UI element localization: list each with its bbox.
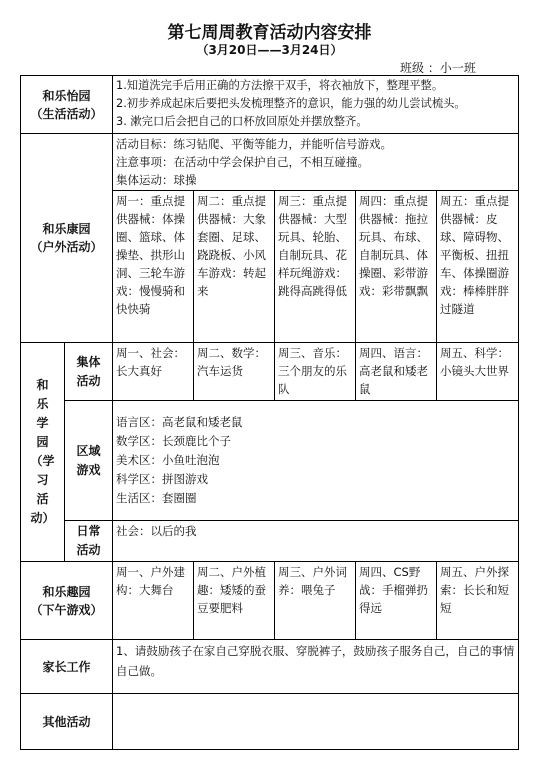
fun-day-cell: 周三、户外词养：喂兔子 <box>275 562 356 640</box>
collective-day-cell: 周二、数学：汽车运货 <box>194 343 275 401</box>
other-label: 其他活动 <box>21 694 113 750</box>
area-line: 科学区：拼图游戏 <box>116 472 209 486</box>
study-area-row <box>21 401 519 521</box>
health-info <box>113 134 519 191</box>
fun-day-cell: 周五、户外探索：长长和短短 <box>437 562 519 640</box>
collective-day-cell: 周五、科学：小镜头大世界 <box>437 343 519 401</box>
life-label: 和乐怡园 （生活活动） <box>21 76 113 134</box>
life-line: 3. 漱完口后会把自己的口杯放回原处并摆放整齐。 <box>116 115 368 128</box>
date-range: （3月20日——3月24日） <box>196 43 343 57</box>
other-row <box>21 694 519 750</box>
health-day-cell: 周三：重点提供器械：大型玩具、轮胎、自制玩具、花样玩绳游戏：跳得高跳得低 <box>275 191 356 343</box>
health-info-row <box>21 134 519 191</box>
fun-day-cell: 周一、户外建构：大舞台 <box>113 562 194 640</box>
fun-day-cell: 周四、CS野战：手榴弹扔得远 <box>356 562 437 640</box>
life-line: 1.知道洗完手后用正确的方法擦干双手，将衣袖放下，整理平整。 <box>116 79 444 92</box>
life-row <box>21 76 519 134</box>
collective-label: 集体 活动 <box>65 343 113 401</box>
parents-content: 1、请鼓励孩子在家自己穿脱衣服、穿脱裤子，鼓励孩子服务自己，自己的事情自己做。 <box>113 640 519 694</box>
area-line: 生活区：套圈圈 <box>116 491 197 505</box>
life-line: 2.初步养成起床后要把头发梳理整齐的意识，能力强的幼儿尝试梳头。 <box>116 97 466 110</box>
parents-label: 家长工作 <box>21 640 113 694</box>
health-group: 集体运动：球操 <box>116 173 197 187</box>
study-label: 和 乐 学 园 （学 习 活 动） <box>21 343 65 562</box>
health-day-cell: 周一：重点提供器械：体操圈、篮球、体操垫、拱形山洞、三轮车游戏：慢慢骑和快快骑 <box>113 191 194 343</box>
area-content <box>113 401 519 521</box>
other-content <box>113 694 519 750</box>
parents-row <box>21 640 519 694</box>
life-content <box>113 76 519 134</box>
collective-day-cell: 周四、语言：高老鼠和矮老鼠 <box>356 343 437 401</box>
health-day-cell: 周二：重点提供器械：大象套圈、足球、跷跷板、小风车游戏：转起来 <box>194 191 275 343</box>
health-note: 注意事项：在活动中学会保护自己，不相互碰撞。 <box>116 155 370 169</box>
health-label: 和乐康园 （户外活动） <box>21 134 113 343</box>
fun-row <box>21 562 519 640</box>
page-title: 第七周周教育活动内容安排 <box>167 23 372 43</box>
area-line: 数学区：长颈鹿比个子 <box>116 434 232 448</box>
study-daily-row <box>21 521 519 562</box>
collective-day-cell: 周一、社会：长大真好 <box>113 343 194 401</box>
daily-content: 社会：以后的我 <box>113 521 519 562</box>
health-goal: 活动目标：练习钻爬、平衡等能力，并能听信号游戏。 <box>116 137 393 151</box>
daily-label: 日常 活动 <box>65 521 113 562</box>
health-day-cell: 周四：重点提供器械：拖拉玩具、布球、自制玩具、体操圈、彩带游戏：彩带飘飘 <box>356 191 437 343</box>
area-line: 美术区：小鱼吐泡泡 <box>116 453 220 467</box>
schedule-table <box>20 75 519 750</box>
fun-day-cell: 周二、户外植趣：矮矮的蚕豆要肥料 <box>194 562 275 640</box>
area-line: 语言区：高老鼠和矮老鼠 <box>116 415 243 429</box>
collective-day-cell: 周三、音乐：三个朋友的乐队 <box>275 343 356 401</box>
study-collective-row <box>21 343 519 401</box>
area-label: 区域 游戏 <box>65 401 113 521</box>
health-day-cell: 周五：重点提供器械：皮球、障碍物、平衡板、扭扭车、体操圈游戏：棒棒胖胖过隧道 <box>437 191 519 343</box>
class-label: 班级 ：小一班 <box>400 61 476 75</box>
fun-label: 和乐趣园 （下午游戏） <box>21 562 113 640</box>
